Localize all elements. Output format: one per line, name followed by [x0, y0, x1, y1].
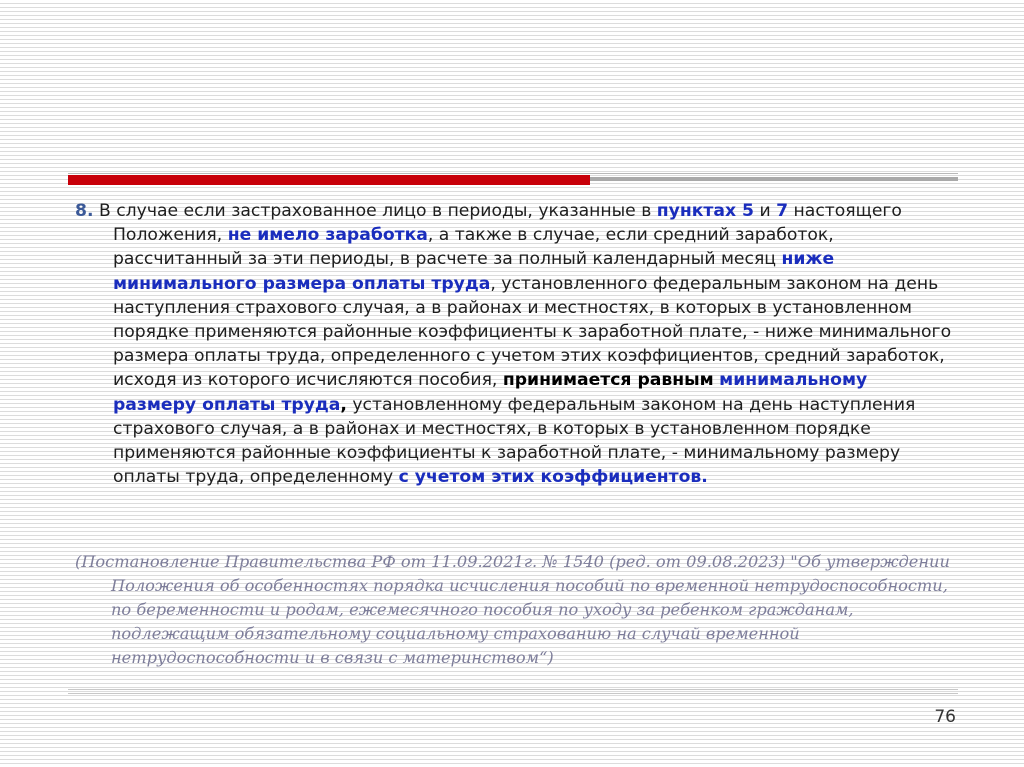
citation-text: (Постановление Правительства РФ от 11.09.2021г. № 1540 (ред. от 09.08.2023) "Об утверждении Положения об особенностях порядка исчисления пособий по временной нетрудоспособности, по беременности и родам, ежемесячного пособия по уходу за ребенком гражданам, подлежащим обязательному социальному страхованию на случай временной нетрудоспособности и в связи с материнством“): [75, 552, 950, 667]
text-part: , установленного федеральным законом на день наступления страхового случая, а в районах и местностях, в которых в установленном порядке применяются районные коэффициенты к заработной плате, - ниже минимального размера оплаты труда, определенного с учетом этих коэффициентов, средний заработок, исходя из которого исчисляются пособия,: [113, 273, 952, 391]
text-part: настоящего Положения,: [113, 201, 902, 246]
top-divider-line: [68, 173, 958, 174]
text-part: установленному федеральным законом на день наступления страхового случая, а в районах и местностях, в которых в установленном порядке применяются районные коэффициенты к заработной плате, - минимальному размеру оплаты труда, определенному: [113, 394, 916, 488]
highlight-point-7: 7: [776, 201, 789, 221]
text-part: , а также в случае, если средний заработок, рассчитанный за эти периоды, в расчете за полный календарный месяц: [113, 225, 834, 270]
main-paragraph: [75, 199, 955, 489]
highlight-no-earnings: не имело заработка: [227, 225, 428, 246]
highlight-below-minimum-wage: ниже минимального размера оплаты труда: [113, 249, 835, 294]
highlight-comma: ,: [340, 394, 347, 415]
citation-block: [75, 550, 955, 670]
paragraph-number: 8.: [75, 201, 94, 221]
page-number: 76: [934, 707, 956, 727]
highlight-minimum-wage: минимальному размеру оплаты труда: [113, 370, 868, 415]
red-accent-bar: [68, 175, 590, 185]
text-part: В случае если застрахованное лицо в периоды, указанные в: [93, 201, 657, 221]
paragraph-8: [75, 199, 955, 489]
gray-accent-bar: [590, 177, 958, 181]
highlight-with-coefficients: с учетом этих коэффициентов.: [398, 467, 708, 488]
bottom-divider-line: [68, 693, 958, 694]
highlight-is-taken-equal: принимается равным: [502, 370, 714, 391]
bottom-divider-line: [68, 689, 958, 690]
text-part: и: [754, 201, 777, 221]
highlight-points-5: пунктах 5: [656, 201, 755, 221]
